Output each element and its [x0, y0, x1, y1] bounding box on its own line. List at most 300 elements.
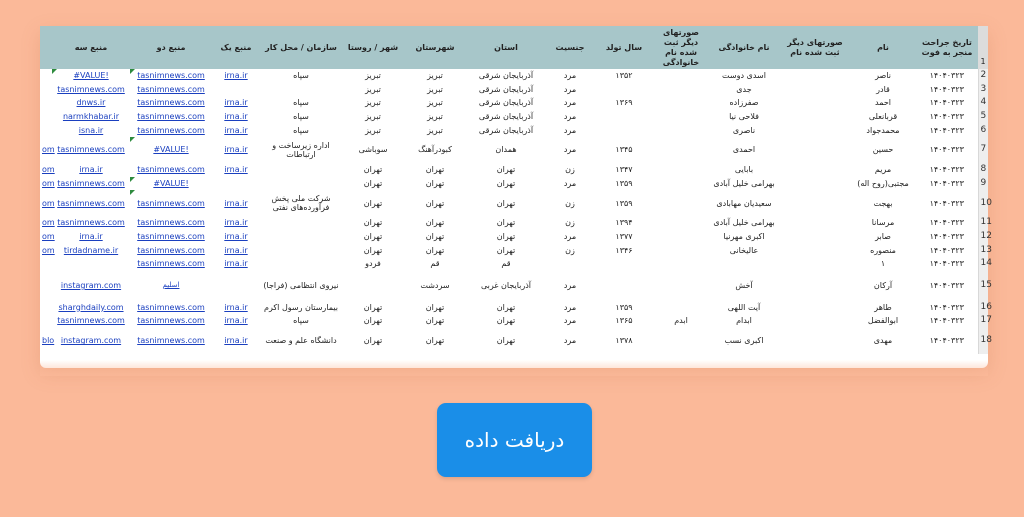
cell-county: تبریز — [427, 71, 443, 81]
cell-source1[interactable]: irna.ir — [224, 71, 248, 81]
cell-name: بهجت — [873, 198, 893, 208]
cell-city-village: تهران — [363, 178, 383, 188]
cell-gender: مرد — [563, 145, 577, 155]
cell-birth-year: ۱۳۶۹ — [615, 98, 633, 108]
cell-date: ۱۴۰۴۰۳۲۳ — [929, 112, 964, 122]
cell-source3 — [52, 257, 130, 271]
cell-source3[interactable]: instagram.com — [60, 336, 122, 346]
cell-name: منصوره — [870, 245, 896, 255]
cell-province: آذربایجان شرقی — [478, 125, 534, 135]
cell-date: ۱۴۰۴۰۳۲۳ — [929, 125, 964, 135]
cell-city-village: تبریز — [365, 84, 381, 94]
cell-county: تهران — [425, 336, 445, 346]
cell-source3[interactable]: narmkhabar.ir — [62, 112, 120, 122]
cell-county: تهران — [425, 302, 445, 312]
cell-alt-name — [780, 301, 850, 315]
cell-alt-family — [654, 96, 708, 110]
cell-name: مجتبی(روح اله) — [857, 178, 909, 188]
cell-county: قم — [430, 259, 440, 269]
cell-family-name: احمدی — [732, 145, 756, 155]
header-county: شهرستان — [404, 26, 466, 69]
cell-gender: زن — [565, 218, 575, 228]
cell-family-name: بهرامی خلیل آبادی — [713, 218, 775, 228]
cell-name: صابر — [875, 232, 891, 242]
row-number: 2 — [978, 69, 988, 83]
cell-source1 — [212, 177, 260, 191]
row-number: 6 — [978, 123, 988, 137]
cell-province: تهران — [496, 316, 516, 326]
cell-org: سپاه — [293, 71, 309, 81]
cell-family-name: اکبری نسب — [724, 336, 764, 346]
row-number: 9 — [978, 177, 988, 191]
cell-source2[interactable]: tasnimnews.com — [137, 98, 205, 108]
cell-alt-family — [654, 177, 708, 191]
row-number: 10 — [978, 190, 988, 216]
cell-source2[interactable]: tasnimnews.com — [137, 302, 205, 312]
cell-city-village: تهران — [363, 165, 383, 175]
header-source1: منبع یک — [212, 26, 260, 69]
cell-county: کبودرآهنگ — [418, 145, 452, 155]
cell-source3[interactable]: tasnimnews.com — [57, 178, 125, 188]
row-number: 8 — [978, 163, 988, 177]
cell-gender — [546, 257, 594, 271]
cell-source2[interactable]: tasnimnews.com — [137, 336, 205, 346]
table-row — [40, 137, 988, 163]
cell-family-name: بهرامی خلیل آبادی — [713, 178, 775, 188]
cell-alt-name — [780, 243, 850, 257]
cell-org — [260, 230, 342, 244]
cell-alt-name — [780, 96, 850, 110]
cell-org — [260, 163, 342, 177]
cell-source3: #VALUE! — [52, 69, 130, 83]
cell-cut-off[interactable]: om — [42, 145, 55, 155]
cell-county: تبریز — [427, 112, 443, 122]
cell-cut-off — [40, 96, 52, 110]
cell-county: تهران — [425, 232, 445, 242]
cell-alt-name — [780, 177, 850, 191]
cell-alt-family — [654, 257, 708, 271]
cell-source2[interactable]: tasnimnews.com — [137, 259, 205, 269]
cell-date: ۱۴۰۴۰۳۲۳ — [929, 145, 964, 155]
table-row — [40, 190, 988, 216]
cell-source1[interactable]: irna.ir — [224, 198, 248, 208]
cell-org: سپاه — [293, 316, 309, 326]
cell-date: ۱۴۰۴۰۳۲۳ — [929, 84, 964, 94]
cell-cut-off — [40, 110, 52, 124]
cell-cut-off[interactable]: om — [42, 178, 55, 188]
cell-birth-year — [594, 271, 654, 301]
cell-alt-family — [654, 230, 708, 244]
cell-source1[interactable]: irna.ir — [224, 112, 248, 122]
header-province: استان — [466, 26, 546, 69]
cell-date: ۱۴۰۴۰۳۲۳ — [929, 259, 964, 269]
cell-org: نیروی انتظامی (فراجا) — [263, 281, 339, 291]
cell-alt-family — [654, 163, 708, 177]
cell-birth-year: ۱۳۴۶ — [615, 245, 633, 255]
cell-source1 — [212, 83, 260, 97]
cell-date: ۱۴۰۴۰۳۲۳ — [929, 178, 964, 188]
cell-source3[interactable]: tasnimnews.com — [57, 198, 125, 208]
table-row — [40, 83, 988, 97]
cell-source2[interactable]: tasnimnews.com — [137, 84, 205, 94]
cell-gender: زن — [565, 165, 575, 175]
cell-source1[interactable]: irna.ir — [224, 125, 248, 135]
cell-source2[interactable]: tasnimnews.com — [137, 218, 205, 228]
cell-family-name: بابایی — [734, 165, 754, 175]
cell-alt-name — [780, 110, 850, 124]
cell-source1[interactable]: irna.ir — [224, 259, 248, 269]
cell-city-village: تهران — [363, 198, 383, 208]
cell-city-village: تبریز — [365, 98, 381, 108]
row-number: 7 — [978, 137, 988, 163]
cell-alt-name — [780, 257, 850, 271]
cell-org — [260, 216, 342, 230]
table-row — [40, 110, 988, 124]
cell-alt-name — [780, 163, 850, 177]
cell-name: حسین — [872, 145, 894, 155]
cell-gender: مرد — [563, 281, 577, 291]
cell-org: سپاه — [293, 98, 309, 108]
cell-source2[interactable]: tasnimnews.com — [130, 69, 212, 83]
cell-alt-family — [654, 328, 708, 354]
row-number: 14 — [978, 257, 988, 271]
cell-org — [260, 243, 342, 257]
cell-date: ۱۴۰۴۰۳۲۳ — [929, 232, 964, 242]
cell-source1[interactable]: irna.ir — [224, 316, 248, 326]
cell-city-village: تهران — [363, 232, 383, 242]
cell-source3[interactable]: irna.ir — [79, 165, 103, 175]
cell-birth-year: ۱۳۷۸ — [615, 336, 633, 346]
cell-org: شرکت ملی پخش فرآورده‌های نفتی — [271, 194, 331, 213]
cell-source1[interactable]: irna.ir — [224, 165, 248, 175]
row-number: 4 — [978, 96, 988, 110]
cell-cut-off — [40, 314, 52, 328]
header-edge — [40, 26, 52, 69]
cell-family-name: آخش — [735, 281, 753, 291]
cell-gender: مرد — [563, 232, 577, 242]
table-row — [40, 301, 988, 315]
cell-gender: مرد — [563, 178, 577, 188]
cell-alt-family — [654, 190, 708, 216]
cell-alt-family — [654, 83, 708, 97]
cell-name: احمد — [875, 98, 891, 108]
cell-org — [260, 83, 342, 97]
cell-alt-name — [780, 328, 850, 354]
row-number: 5 — [978, 110, 988, 124]
cell-alt-family: ابدم — [674, 316, 688, 326]
cell-org: سپاه — [293, 112, 309, 122]
cell-birth-year: ۱۳۵۲ — [615, 71, 633, 81]
cell-alt-name — [780, 271, 850, 301]
table-body — [40, 69, 992, 354]
cell-province: تهران — [496, 198, 516, 208]
cell-city-village: تهران — [363, 302, 383, 312]
cell-alt-family — [654, 301, 708, 315]
cell-province: همدان — [495, 145, 517, 155]
cell-source2[interactable]: tasnimnews.com — [137, 165, 205, 175]
cell-birth-year: ۱۳۵۹ — [615, 178, 633, 188]
header-alt-family: صورتهای دیگر ثبت شده نام خانوادگی — [654, 26, 708, 69]
cell-birth-year — [594, 83, 654, 97]
cell-city-village: تبریز — [365, 112, 381, 122]
table-row — [40, 230, 988, 244]
cell-source3[interactable]: irna.ir — [79, 232, 103, 242]
cell-family-name: اکبری مهرنیا — [723, 232, 765, 242]
cell-province: آذربایجان شرقی — [478, 112, 534, 122]
cell-gender: مرد — [563, 316, 577, 326]
cell-cut-off[interactable]: om — [42, 198, 55, 208]
cell-city-village: تهران — [363, 245, 383, 255]
cell-source1[interactable]: irna.ir — [224, 218, 248, 228]
cell-source2[interactable]: tasnimnews.com — [137, 232, 205, 242]
cell-source3[interactable]: tirdadname.ir — [63, 245, 119, 255]
header-name: نام — [850, 26, 916, 69]
cell-gender: مرد — [563, 112, 577, 122]
table-row — [40, 243, 988, 257]
cell-name: ناصر — [875, 71, 891, 81]
cell-family-name — [708, 257, 780, 271]
cell-cut-off — [40, 301, 52, 315]
spreadsheet-preview — [40, 26, 992, 368]
cell-date: ۱۴۰۴۰۳۲۳ — [929, 302, 964, 312]
row-number: 12 — [978, 230, 988, 244]
cell-family-name: اسدی دوست — [722, 71, 766, 81]
table-row — [40, 96, 988, 110]
cell-alt-name — [780, 230, 850, 244]
cell-date: ۱۴۰۴۰۳۲۳ — [929, 316, 964, 326]
cell-county: تهران — [425, 165, 445, 175]
cell-date: ۱۴۰۴۰۳۲۳ — [929, 218, 964, 228]
cell-birth-year: ۱۳۹۴ — [615, 218, 633, 228]
cell-birth-year — [594, 123, 654, 137]
cell-province: تهران — [496, 245, 516, 255]
cell-family-name: صفرزاده — [729, 98, 759, 108]
cell-source3[interactable]: tasnimnews.com — [57, 145, 125, 155]
cell-alt-family — [654, 137, 708, 163]
cell-cut-off[interactable]: blo — [42, 336, 55, 346]
cell-province: تهران — [496, 218, 516, 228]
header-org: سازمان / محل کار — [260, 26, 342, 69]
cell-source2[interactable]: tasnimnews.com — [137, 112, 205, 122]
cell-cut-off[interactable]: om — [42, 218, 55, 228]
row-number: 3 — [978, 83, 988, 97]
table-row — [40, 123, 988, 137]
cell-city-village: سوباشی — [358, 145, 388, 155]
cell-birth-year: ۱۳۷۷ — [615, 232, 633, 242]
cell-county: تهران — [425, 198, 445, 208]
cell-family-name: عالیخانی — [729, 245, 759, 255]
cell-province: تهران — [496, 336, 516, 346]
cell-alt-family — [654, 271, 708, 301]
cell-source1[interactable]: irna.ir — [224, 145, 248, 155]
cell-alt-name — [780, 314, 850, 328]
cell-org: اداره زیرساخت و ارتباطات — [272, 140, 330, 159]
cell-org: سپاه — [293, 125, 309, 135]
row-number: 16 — [978, 301, 988, 315]
cell-family-name: ناصری — [732, 125, 756, 135]
cell-cut-off — [40, 69, 52, 83]
cell-province: تهران — [496, 165, 516, 175]
cell-source3[interactable]: tasnimnews.com — [57, 316, 125, 326]
header-gender: جنسیت — [546, 26, 594, 69]
cell-gender: مرد — [563, 125, 577, 135]
row-number: 17 — [978, 314, 988, 328]
cell-family-name: سعیدیان مهابادی — [716, 198, 772, 208]
cell-family-name: آیت اللهی — [727, 302, 761, 312]
cell-source2[interactable]: tasnimnews.com — [130, 190, 212, 216]
cell-source3[interactable]: isna.ir — [78, 125, 104, 135]
row-number: 13 — [978, 243, 988, 257]
cell-gender: مرد — [563, 336, 577, 346]
cell-alt-name — [780, 190, 850, 216]
cell-source2[interactable]: tasnimnews.com — [137, 245, 205, 255]
cell-alt-name — [780, 216, 850, 230]
cell-county: سردشت — [420, 281, 450, 291]
cell-alt-name — [780, 69, 850, 83]
cell-name: مرسانا — [871, 218, 895, 228]
cell-birth-year: ۱۳۴۷ — [615, 165, 633, 175]
get-data-button[interactable]: دریافت داده — [437, 403, 592, 477]
cell-city-village: تبریز — [365, 125, 381, 135]
cell-date: ۱۴۰۴۰۳۲۳ — [929, 71, 964, 81]
header-city-village: شهر / روستا — [342, 26, 404, 69]
cell-cut-off — [40, 271, 52, 301]
cell-gender: مرد — [563, 84, 577, 94]
cell-name: مهدی — [873, 336, 893, 346]
cell-org: دانشگاه علم و صنعت — [265, 336, 337, 346]
cell-source1[interactable]: irna.ir — [224, 302, 248, 312]
cell-alt-family — [654, 243, 708, 257]
data-table — [40, 26, 992, 354]
cell-name: ابوالفضل — [867, 316, 899, 326]
row-number: 11 — [978, 216, 988, 230]
cell-date: ۱۴۰۴۰۳۲۳ — [929, 245, 964, 255]
table-row — [40, 257, 988, 271]
header-birth-year: سال تولد — [594, 26, 654, 69]
table-row — [40, 177, 988, 191]
cell-alt-family — [654, 110, 708, 124]
cell-source3[interactable]: dnws.ir — [76, 98, 106, 108]
cell-date: ۱۴۰۴۰۳۲۳ — [929, 165, 964, 175]
cell-name: قربانعلی — [868, 112, 898, 122]
cell-birth-year — [594, 257, 654, 271]
cell-province: تهران — [496, 232, 516, 242]
cell-gender: زن — [565, 198, 575, 208]
cell-gender: مرد — [563, 302, 577, 312]
cell-source3[interactable]: instagram.com — [60, 281, 122, 291]
cell-city-village: تهران — [363, 218, 383, 228]
header-row — [40, 26, 988, 69]
row-number-header: 1 — [978, 26, 988, 69]
cell-source2: #VALUE! — [130, 137, 212, 163]
cell-alt-family — [654, 69, 708, 83]
cell-province: آذربایجان شرقی — [478, 98, 534, 108]
row-number: 18 — [978, 328, 988, 354]
cell-cut-off[interactable]: om — [42, 165, 55, 175]
cell-source3[interactable]: tasnimnews.com — [57, 218, 125, 228]
cell-alt-family — [654, 216, 708, 230]
cell-alt-name — [780, 123, 850, 137]
cell-source1[interactable]: irna.ir — [224, 232, 248, 242]
cell-name: مریم — [874, 165, 892, 175]
cell-city-village — [342, 271, 404, 301]
cell-county: تهران — [425, 245, 445, 255]
cell-name: ۱ — [880, 259, 886, 269]
cell-birth-year — [594, 110, 654, 124]
cell-date: ۱۴۰۴۰۳۲۳ — [929, 198, 964, 208]
cell-gender: زن — [565, 245, 575, 255]
table-row — [40, 328, 988, 354]
cell-cut-off[interactable]: om — [42, 245, 55, 255]
cell-city-village: تبریز — [365, 71, 381, 81]
cell-date: ۱۴۰۴۰۳۲۳ — [929, 281, 964, 291]
table-row — [40, 314, 988, 328]
table-row — [40, 163, 988, 177]
cell-city-village: تهران — [363, 336, 383, 346]
cell-province: تهران — [496, 302, 516, 312]
cell-birth-year: ۱۳۶۵ — [615, 316, 633, 326]
cell-date: ۱۴۰۴۰۳۲۳ — [929, 336, 964, 346]
cell-province: آذربایجان شرقی — [478, 84, 534, 94]
cell-alt-name — [780, 83, 850, 97]
cell-org — [260, 177, 342, 191]
cell-date: ۱۴۰۴۰۳۲۳ — [929, 98, 964, 108]
cell-name: قادر — [876, 84, 890, 94]
cell-source1[interactable]: irna.ir — [224, 336, 248, 346]
cell-gender: مرد — [563, 98, 577, 108]
cell-county: تهران — [425, 178, 445, 188]
cell-county: تهران — [425, 218, 445, 228]
cell-source2: #VALUE! — [130, 177, 212, 191]
cell-cut-off — [40, 123, 52, 137]
table-row — [40, 271, 988, 301]
cell-org — [260, 257, 342, 271]
cell-cut-off — [40, 257, 52, 271]
header-source2: منبع دو — [130, 26, 212, 69]
cell-province: قم — [501, 259, 511, 269]
cell-source2[interactable]: اسلیم — [162, 281, 180, 290]
cell-province: تهران — [496, 178, 516, 188]
header-date: تاریخ جراحت منجر به فوت — [916, 26, 978, 69]
cell-name: آرکان — [873, 281, 893, 291]
cell-city-village: فردو — [365, 259, 381, 269]
cell-source2[interactable]: tasnimnews.com — [137, 316, 205, 326]
table-row — [40, 216, 988, 230]
cell-province: آذربایجان شرقی — [478, 71, 534, 81]
cell-province: آذربایجان غربی — [480, 281, 532, 291]
cell-source1[interactable]: irna.ir — [224, 245, 248, 255]
cell-county: تهران — [425, 316, 445, 326]
table-row — [40, 69, 988, 83]
cell-county: تبریز — [427, 84, 443, 94]
cell-name: طاهر — [874, 302, 892, 312]
cell-family-name: جدی — [736, 84, 752, 94]
cell-alt-family — [654, 123, 708, 137]
cell-county: تبریز — [427, 125, 443, 135]
cell-name: محمدجواد — [866, 125, 900, 135]
cell-source1[interactable]: irna.ir — [224, 98, 248, 108]
cell-birth-year: ۱۳۵۹ — [615, 198, 633, 208]
cell-city-village: تهران — [363, 316, 383, 326]
header-family-name: نام خانوادگی — [708, 26, 780, 69]
cell-source2[interactable]: tasnimnews.com — [137, 125, 205, 135]
cell-gender: مرد — [563, 71, 577, 81]
cell-source3[interactable]: tasnimnews.com — [57, 84, 125, 94]
cell-cut-off[interactable]: om — [42, 232, 55, 242]
cell-county: تبریز — [427, 98, 443, 108]
cell-org: بیمارستان رسول اکرم — [264, 302, 338, 312]
cell-source3[interactable]: sharghdaily.com — [58, 302, 124, 312]
